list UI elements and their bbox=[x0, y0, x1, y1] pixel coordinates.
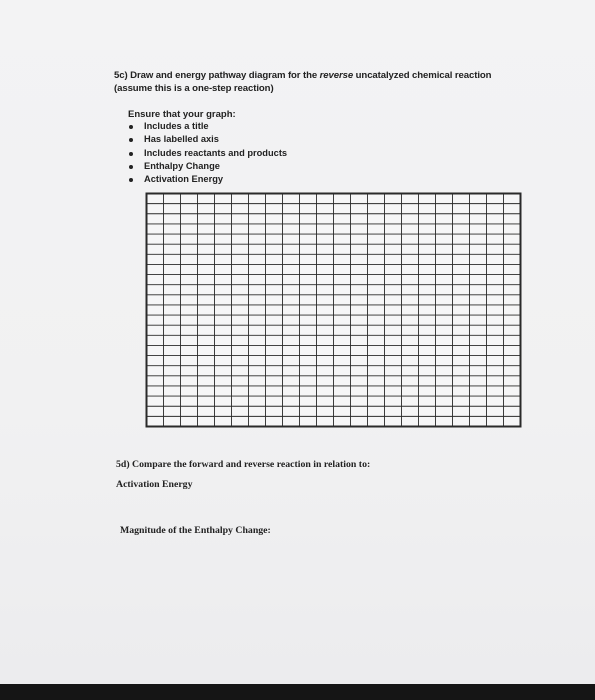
graph-checklist bbox=[128, 120, 287, 186]
checklist-item: Activation Energy bbox=[128, 173, 287, 186]
graph-paper-grid bbox=[145, 192, 522, 428]
question-5c-line2: (assume this is a one-step reaction) bbox=[114, 83, 274, 94]
enthalpy-magnitude-label: Magnitude of the Enthalpy Change: bbox=[120, 525, 271, 536]
bullet-icon bbox=[129, 152, 133, 156]
question-5c-line1-start: 5c) Draw and energy pathway diagram for the bbox=[114, 70, 320, 81]
ensure-heading: Ensure that your graph: bbox=[128, 109, 236, 120]
bullet-icon bbox=[129, 165, 133, 169]
grid-svg bbox=[145, 192, 522, 428]
checklist-item: Includes a title bbox=[128, 120, 287, 133]
question-5c-emphasis: reverse bbox=[319, 70, 354, 81]
question-5d-prompt: 5d) Compare the forward and reverse reaction in relation to: bbox=[116, 459, 371, 470]
activation-energy-label: Activation Energy bbox=[116, 479, 193, 490]
bullet-icon bbox=[129, 138, 133, 142]
question-5c-title bbox=[114, 69, 494, 95]
bottom-shadow bbox=[0, 684, 595, 700]
checklist-item: Enthalpy Change bbox=[128, 160, 287, 173]
bullet-icon bbox=[129, 125, 133, 129]
bullet-icon bbox=[129, 178, 133, 182]
checklist-item: Has labelled axis bbox=[128, 133, 287, 146]
question-5c-line1-end: uncatalyzed chemical reaction bbox=[353, 70, 492, 81]
checklist-item: Includes reactants and products bbox=[128, 147, 287, 160]
